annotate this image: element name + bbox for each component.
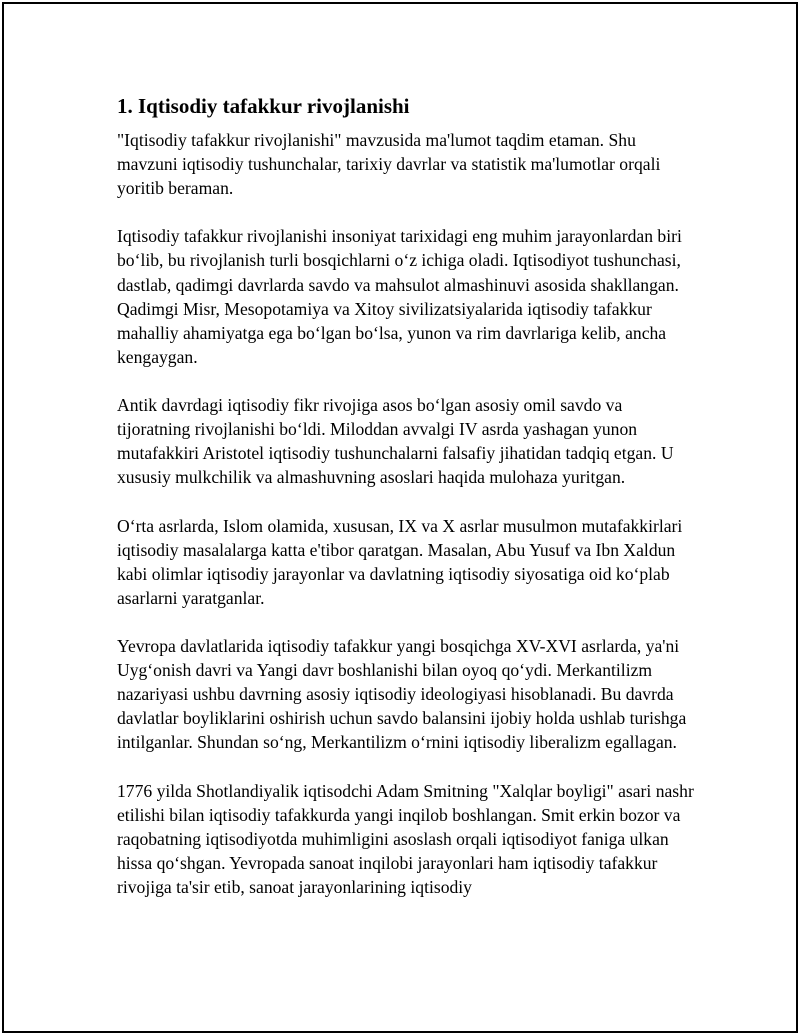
document-title: 1. Iqtisodiy tafakkur rivojlanishi [117, 94, 410, 118]
document-body [117, 92, 697, 923]
paragraph-antiquity: Antik davrdagi iqtisodiy fikr rivojiga asos bo‘lgan asosiy omil savdo va tijoratning rivojlanishi bo‘ldi. Miloddan avvalgi IV asrda yashagan yunon mutafakkiri Aristotel iqtisodiy tushunchalarni falsafiy jihatidan tadqiq etgan. U xususiy mulkchilik va almashuvning asoslari haqida mulohaza yuritgan. [117, 395, 674, 488]
paragraph-ancient: Iqtisodiy tafakkur rivojlanishi insoniyat tarixidagi eng muhim jarayonlardan biri bo‘lib, bu rivojlanish turli bosqichlarni o‘z ichiga oladi. Iqtisodiyot tushunchasi, dastlab, qadimgi davrlarda savdo va mahsulot almashinuvi asosida shakllangan. Qadimgi Misr, Mesopotamiya va Xitoy sivilizatsiyalarida iqtisodiy tafakkur mahalliy ahamiyatga ega bo‘lgan bo‘lsa, yunon va rim davrlariga kelib, ancha kengaygan. [117, 226, 682, 367]
paragraph-adam-smith: 1776 yilda Shotlandiyalik iqtisodchi Adam Smitning "Xalqlar boyligi" asari nashr etilishi bilan iqtisodiy tafakkurda yangi inqilob boshlangan. Smit erkin bozor va raqobatning iqtisodiyotda muhimligini asoslash orqali iqtisodiyot faniga ulkan hissa qo‘shgan. Yevropada sanoat inqilobi jarayonlari ham iqtisodiy tafakkur rivojiga ta'sir etib, sanoat jarayonlarining iqtisodiy [117, 780, 694, 897]
paragraph-middle-ages: O‘rta asrlarda, Islom olamida, xususan, IX va X asrlar musulmon mutafakkirlari iqtisodiy masalalarga katta e'tibor qaratgan. Masalan, Abu Yusuf va Ibn Xaldun kabi olimlar iqtisodiy jarayonlar va davlatning iqtisodiy siyosatiga oid ko‘plab asarlarni yaratganlar. [117, 515, 683, 608]
paragraph-europe: Yevropa davlatlarida iqtisodiy tafakkur yangi bosqichga XV-XVI asrlarda, ya'ni Uyg‘onish davri va Yangi davr boshlanishi bilan oyoq qo‘ydi. Merkantilizm nazariyasi ushbu davrning asosiy iqtisodiy ideologiyasi hisoblanadi. Bu davrda davlatlar boyliklarini oshirish uchun savdo balansini ijobiy holda ushlab turishga intilganlar. Shundan so‘ng, Merkantilizm o‘rnini iqtisodiy liberalizm egallagan. [117, 635, 687, 753]
paragraph-intro: "Iqtisodiy tafakkur rivojlanishi" mavzusida ma'lumot taqdim etaman. Shu mavzuni iqtisodiy tushunchalar, tarixiy davrlar va statistik ma'lumotlar orqali yoritib beraman. [117, 130, 661, 199]
